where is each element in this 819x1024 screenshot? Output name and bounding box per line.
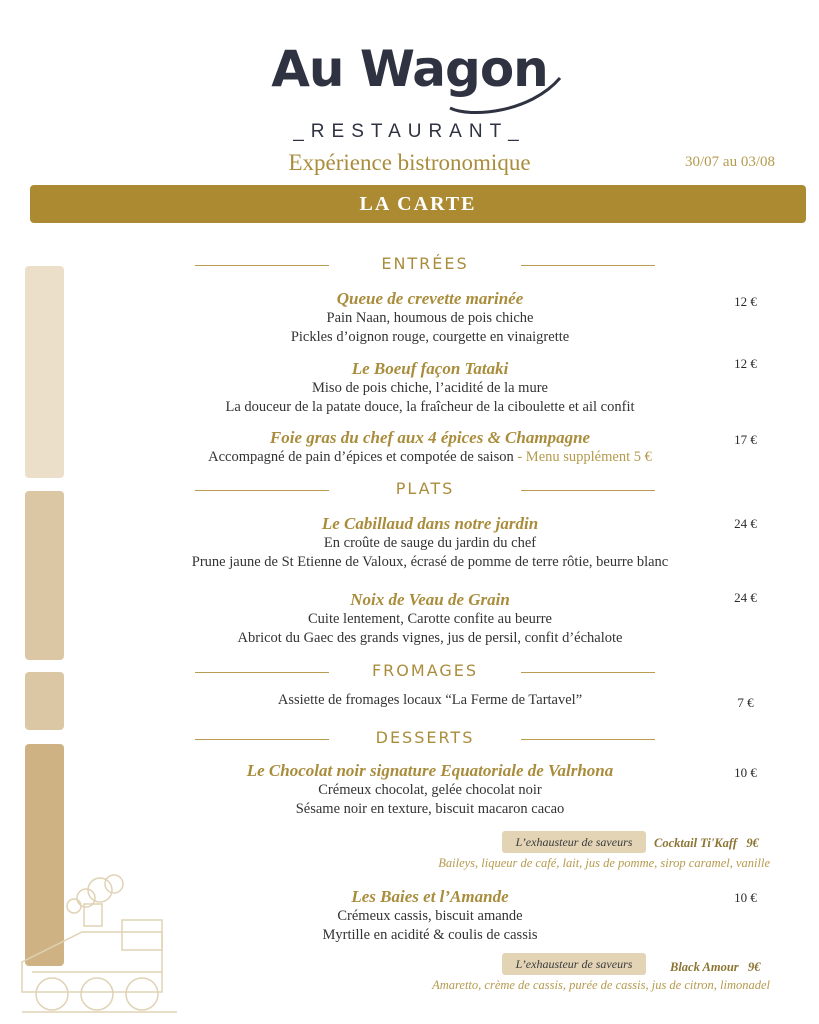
dish-price: 24 € (734, 516, 757, 531)
section-title: FROMAGES (371, 661, 479, 680)
dish-description (130, 448, 730, 467)
tagline: Expérience bistronomique (288, 150, 531, 175)
dish-description: Cuite lentement, Carotte confite au beurre (308, 611, 552, 627)
menu-title: LA CARTE (359, 193, 477, 215)
pairing-description: Baileys, liqueur de café, lait, jus de pomme, sirop caramel, vanille (438, 856, 770, 870)
dish-description: Prune jaune de St Etienne de Valoux, écrasé de pomme de terre rôtie, beurre blanc (191, 554, 669, 570)
sidebar-block-entrees (25, 266, 64, 478)
dish-price: 10 € (734, 765, 757, 780)
dish-description: Pickles d’oignon rouge, courgette en vinaigrette (290, 329, 570, 345)
pairing-label: L’exhausteur de saveurs (502, 953, 646, 975)
dish-description: Crémeux cassis, biscuit amande (337, 908, 523, 924)
dish-name: Le Boeuf façon Tataki (351, 359, 509, 378)
sidebar-block-plats (25, 491, 64, 660)
dish-item (130, 514, 730, 572)
dish-item (130, 428, 730, 467)
dish-price: 12 € (734, 356, 757, 371)
dish-price: 24 € (734, 590, 757, 605)
section-header-desserts (195, 728, 655, 752)
section-header-plats (195, 479, 655, 503)
dish-price: 12 € (734, 294, 757, 309)
dish-name: Les Baies et l’Amande (351, 887, 509, 906)
section-title: ENTRÉES (381, 254, 469, 273)
dish-description: Miso de pois chiche, l’acidité de la mure (312, 380, 548, 396)
section-title: PLATS (395, 479, 455, 498)
dish-item (130, 761, 730, 819)
dish-name: Noix de Veau de Grain (350, 590, 510, 609)
dish-price: 7 € (737, 695, 754, 710)
dish-name: Le Chocolat noir signature Equatoriale de Valrhona (246, 761, 614, 780)
menu-banner (30, 185, 806, 223)
dish-description: Assiette de fromages locaux “La Ferme de Tartavel” (277, 692, 583, 708)
dish-item (130, 691, 730, 710)
dish-description: Sésame noir en texture, biscuit macaron cacao (295, 801, 565, 817)
dish-price: 17 € (734, 432, 757, 447)
dish-price: 10 € (734, 890, 757, 905)
dish-description: En croûte de sauge du jardin du chef (323, 535, 537, 551)
dish-name: Le Cabillaud dans notre jardin (321, 514, 539, 533)
dish-item (130, 590, 730, 648)
supplement-note: - Menu supplément 5 € (513, 449, 652, 465)
dish-name: Queue de crevette marinée (336, 289, 524, 308)
train-illustration-icon (12, 872, 182, 1020)
pairing-cocktail: Cocktail Ti'Kaff 9€ (654, 836, 759, 850)
restaurant-subtitle: _RESTAURANT_ (293, 121, 526, 142)
dish-description: Abricot du Gaec des grands vignes, jus de persil, confit d’échalote (237, 630, 623, 646)
dish-item (130, 359, 730, 417)
divider-line (521, 265, 655, 266)
divider-line (521, 672, 655, 673)
section-header-fromages (195, 661, 655, 685)
dish-item (130, 887, 730, 945)
dish-description: Pain Naan, houmous de pois chiche (326, 310, 534, 326)
date-range: 30/07 au 03/08 (685, 154, 775, 170)
dish-description-text: Accompagné de pain d’épices et compotée de saison (208, 449, 514, 465)
section-header-entrees (195, 254, 655, 278)
dish-description: La douceur de la patate douce, la fraîcheur de la ciboulette et ail confit (225, 399, 635, 415)
dish-description: Myrtille en acidité & coulis de cassis (322, 927, 538, 943)
logo-swoosh-icon (410, 38, 570, 118)
pairing-cocktail: Black Amour 9€ (670, 960, 761, 974)
sidebar-block-fromages (25, 672, 64, 730)
dish-description: Crémeux chocolat, gelée chocolat noir (318, 782, 542, 798)
divider-line (521, 739, 655, 740)
restaurant-logo: Au Wagon (271, 40, 548, 98)
dish-item (130, 289, 730, 347)
section-title: DESSERTS (375, 728, 475, 747)
dish-name: Foie gras du chef aux 4 épices & Champagne (269, 428, 591, 447)
divider-line (521, 490, 655, 491)
pairing-description: Amaretto, crème de cassis, purée de cassis, jus de citron, limonadel (432, 978, 770, 992)
pairing-label: L’exhausteur de saveurs (502, 831, 646, 853)
